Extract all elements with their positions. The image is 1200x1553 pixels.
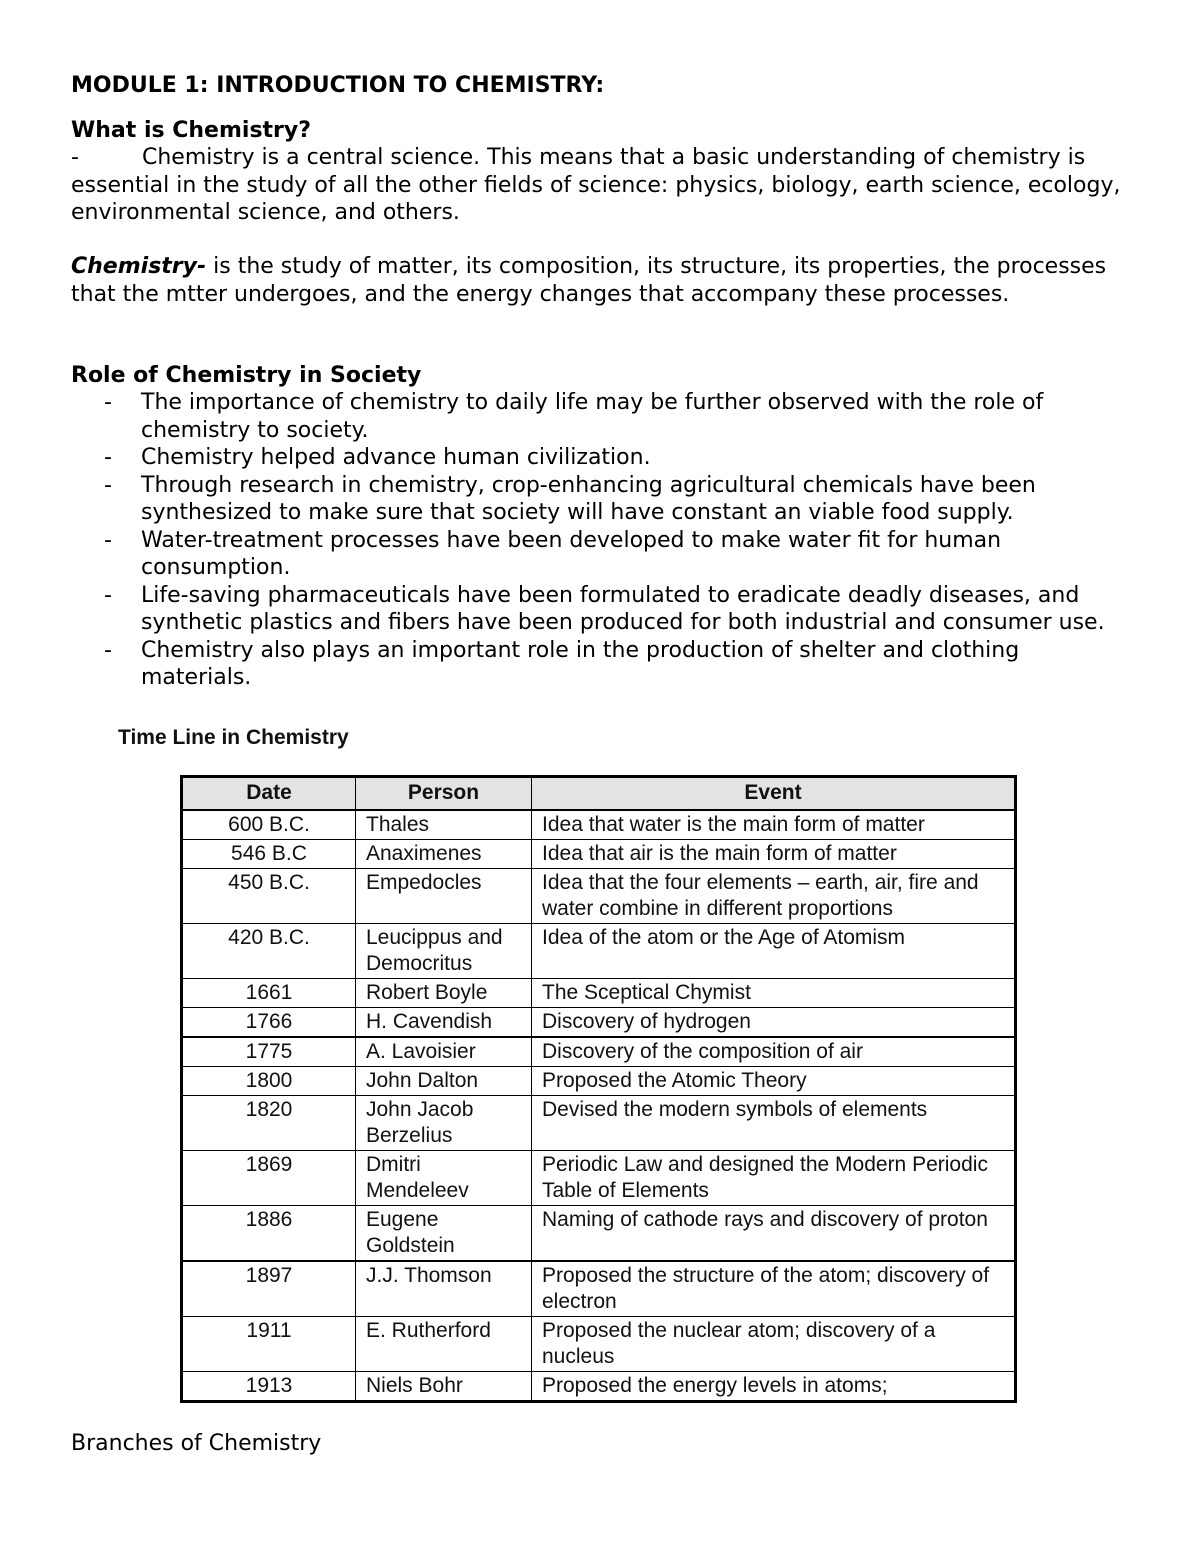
- cell-person: H. Cavendish: [356, 1007, 532, 1037]
- cell-date: 600 B.C.: [182, 810, 356, 840]
- list-item: [71, 527, 1131, 582]
- cell-person: Thales: [356, 810, 532, 840]
- table-row: [182, 1037, 1016, 1067]
- role-heading: Role of Chemistry in Society: [71, 363, 422, 388]
- cell-event: Idea that the four elements – earth, air, fire and water combine in different proportions: [532, 868, 1016, 923]
- cell-person: E. Rutherford: [356, 1316, 532, 1371]
- cell-date: 546 B.C: [182, 839, 356, 868]
- cell-event: Proposed the structure of the atom; discovery of electron: [532, 1261, 1016, 1317]
- cell-person: Empedocles: [356, 868, 532, 923]
- table-row: [182, 1095, 1016, 1150]
- list-item-text: Life-saving pharmaceuticals have been formulated to eradicate deadly diseases, and synthetic plastics and fibers have been produced for both industrial and consumer use.: [141, 582, 1105, 635]
- table-row: [182, 839, 1016, 868]
- cell-event: Discovery of hydrogen: [532, 1007, 1016, 1037]
- cell-date: 1913: [182, 1371, 356, 1401]
- what-is-chemistry-heading: What is Chemistry?: [71, 118, 312, 143]
- table-row: [182, 868, 1016, 923]
- list-item: [71, 444, 1131, 472]
- cell-date: 420 B.C.: [182, 923, 356, 978]
- cell-person: J.J. Thomson: [356, 1261, 532, 1317]
- bullet-dash: -: [104, 637, 112, 663]
- cell-date: 1800: [182, 1066, 356, 1095]
- list-item: [71, 472, 1131, 527]
- header-event: Event: [532, 777, 1016, 810]
- definition-paragraph: [71, 253, 1131, 308]
- table-row: [182, 1205, 1016, 1261]
- cell-person: Robert Boyle: [356, 978, 532, 1007]
- intro-dash: -: [71, 145, 79, 170]
- cell-date: 1869: [182, 1150, 356, 1205]
- cell-event: The Sceptical Chymist: [532, 978, 1016, 1007]
- cell-event: Devised the modern symbols of elements: [532, 1095, 1016, 1150]
- table-row: [182, 1316, 1016, 1371]
- bullet-dash: -: [104, 445, 112, 470]
- bullet-dash: -: [104, 472, 112, 498]
- cell-event: Discovery of the composition of air: [532, 1037, 1016, 1067]
- branches-heading: Branches of Chemistry: [71, 1431, 322, 1456]
- intro-text: Chemistry is a central science. This means that a basic understanding of chemistry is essential in the study of all the other fields of science: physics, biology, earth science, ecology, environmental science, and others.: [71, 145, 1121, 225]
- definition-term: Chemistry-: [71, 254, 207, 279]
- table-row: [182, 1371, 1016, 1401]
- bullet-dash: -: [104, 527, 112, 553]
- cell-person: Niels Bohr: [356, 1371, 532, 1401]
- bullet-dash: -: [104, 582, 112, 608]
- list-item-text: Chemistry also plays an important role in the production of shelter and clothing materials.: [141, 637, 1020, 690]
- table-row: [182, 1150, 1016, 1205]
- cell-person: Dmitri Mendeleev: [356, 1150, 532, 1205]
- cell-person: Leucippus and Democritus: [356, 923, 532, 978]
- table-row: [182, 1007, 1016, 1037]
- cell-event: Periodic Law and designed the Modern Periodic Table of Elements: [532, 1150, 1016, 1205]
- cell-date: 1766: [182, 1007, 356, 1037]
- table-row: [182, 1066, 1016, 1095]
- table-row: [182, 1261, 1016, 1317]
- table-header-row: [182, 777, 1016, 810]
- timeline-title: Time Line in Chemistry: [118, 726, 349, 749]
- intro-paragraph: [71, 144, 1141, 227]
- cell-event: Naming of cathode rays and discovery of proton: [532, 1205, 1016, 1261]
- cell-event: Proposed the energy levels in atoms;: [532, 1371, 1016, 1401]
- module-title: MODULE 1: INTRODUCTION TO CHEMISTRY:: [71, 73, 605, 98]
- role-list: [71, 389, 1131, 692]
- cell-date: 1897: [182, 1261, 356, 1317]
- list-item-text: Water-treatment processes have been developed to make water fit for human consumption.: [141, 527, 1002, 580]
- cell-event: Idea that air is the main form of matter: [532, 839, 1016, 868]
- header-date: Date: [182, 777, 356, 810]
- list-item: [71, 582, 1131, 637]
- cell-event: Proposed the Atomic Theory: [532, 1066, 1016, 1095]
- list-item: [71, 389, 1131, 444]
- cell-date: 450 B.C.: [182, 868, 356, 923]
- list-item: [71, 637, 1131, 692]
- cell-event: Idea that water is the main form of matter: [532, 810, 1016, 840]
- timeline-table: [180, 775, 1017, 1403]
- table-row: [182, 810, 1016, 840]
- cell-date: 1911: [182, 1316, 356, 1371]
- cell-date: 1820: [182, 1095, 356, 1150]
- list-item-text: The importance of chemistry to daily life may be further observed with the role of chemistry to society.: [141, 390, 1044, 443]
- list-item-text: Through research in chemistry, crop-enhancing agricultural chemicals have been synthesized to make sure that society will have constant an viable food supply.: [141, 472, 1036, 525]
- cell-date: 1775: [182, 1037, 356, 1067]
- cell-event: Idea of the atom or the Age of Atomism: [532, 923, 1016, 978]
- cell-person: John Jacob Berzelius: [356, 1095, 532, 1150]
- definition-text: is the study of matter, its composition, its structure, its properties, the processes that the mtter undergoes, and the energy changes that accompany these processes.: [71, 254, 1107, 307]
- table-row: [182, 978, 1016, 1007]
- cell-event: Proposed the nuclear atom; discovery of a nucleus: [532, 1316, 1016, 1371]
- table-row: [182, 923, 1016, 978]
- cell-person: Eugene Goldstein: [356, 1205, 532, 1261]
- cell-person: A. Lavoisier: [356, 1037, 532, 1067]
- cell-date: 1886: [182, 1205, 356, 1261]
- header-person: Person: [356, 777, 532, 810]
- cell-person: Anaximenes: [356, 839, 532, 868]
- cell-person: John Dalton: [356, 1066, 532, 1095]
- bullet-dash: -: [104, 390, 112, 415]
- cell-date: 1661: [182, 978, 356, 1007]
- list-item-text: Chemistry helped advance human civilization.: [141, 445, 651, 470]
